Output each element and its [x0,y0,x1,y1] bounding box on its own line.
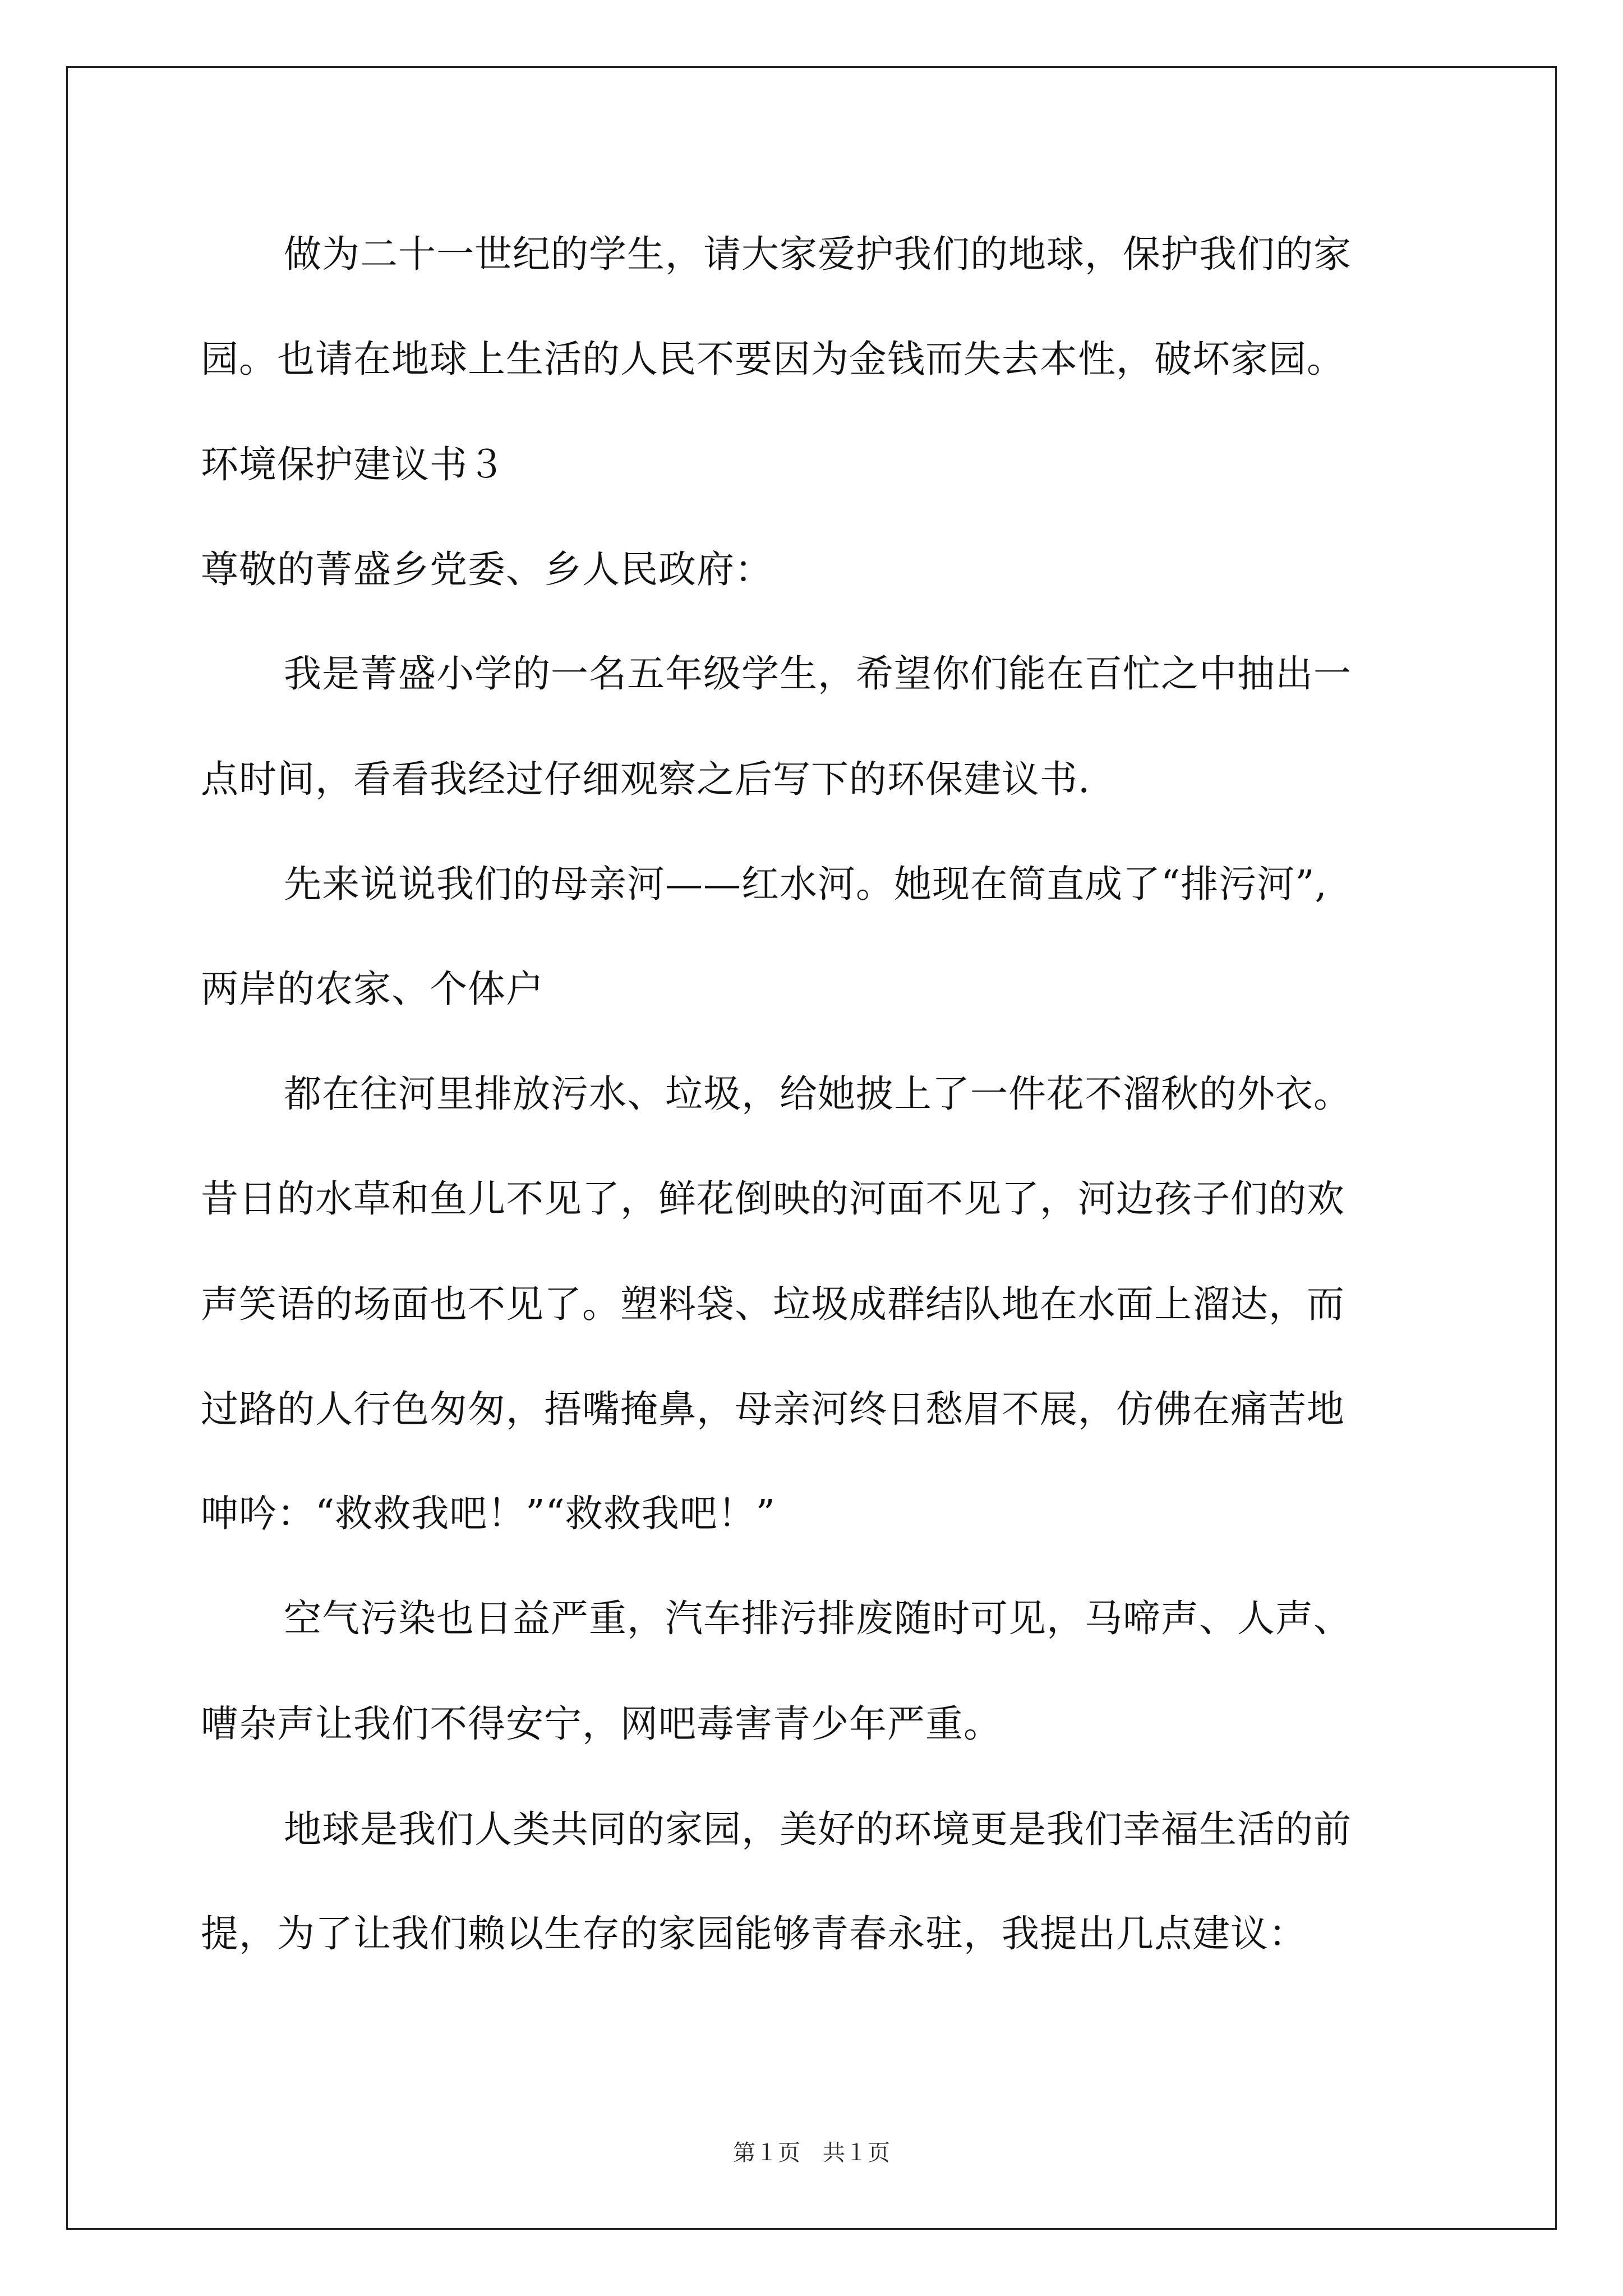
paragraph-line: 两岸的农家、个体户 [201,967,544,1011]
paragraph-line: 都在往河里排放污水、垃圾，给她披上了一件花不溜秋的外衣。 [284,1072,1352,1116]
page-frame [66,66,1557,2230]
paragraph-line: 我是菁盛小学的一名五年级学生，希望你们能在百忙之中抽出一 [284,652,1352,696]
paragraph-line: 地球是我们人类共同的家园，美好的环境更是我们幸福生活的前 [284,1807,1352,1851]
paragraph-line: 空气污染也日益严重，汽车排污排废随时可见，马啼声、人声、 [284,1596,1352,1640]
paragraph-line: 园。也请在地球上生活的人民不要因为金钱而失去本性，破坏家园。 [201,337,1345,381]
page-number: 第１页 共１页 [733,2140,890,2165]
paragraph-line: 嘈杂声让我们不得安宁，网吧毒害青少年严重。 [201,1702,1002,1746]
paragraph-line: 点时间，看看我经过仔细观察之后写下的环保建议书. [201,757,1091,801]
paragraph-line: 昔日的水草和鱼儿不见了，鲜花倒映的河面不见了，河边孩子们的欢 [201,1177,1345,1221]
paragraph-line: 呻吟：“救救我吧！”“救救我吧！” [201,1492,776,1535]
paragraph-line: 先来说说我们的母亲河——红水河。她现在简直成了“排污河”, [284,862,1327,906]
salutation: 尊敬的菁盛乡党委、乡人民政府： [201,547,773,591]
paragraph-line: 过路的人行色匆匆，捂嘴掩鼻，母亲河终日愁眉不展，仿佛在痛苦地 [201,1387,1345,1431]
paragraph-line: 提，为了让我们赖以生存的家园能够青春永驻，我提出几点建议： [201,1912,1307,1955]
paragraph-line: 做为二十一世纪的学生，请大家爱护我们的地球，保护我们的家 [284,232,1352,276]
section-heading: 环境保护建议书３ [201,443,506,486]
paragraph-line: 声笑语的场面也不见了。塑料袋、垃圾成群结队地在水面上溜达，而 [201,1282,1345,1326]
